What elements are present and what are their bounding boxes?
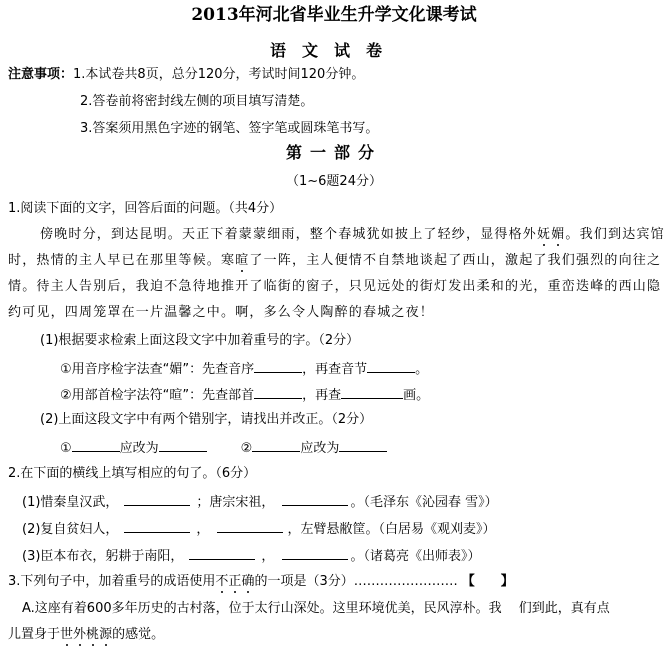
answer-blank[interactable] <box>217 519 283 533</box>
exam-subtitle: 语文试卷 <box>269 41 398 60</box>
emphasis-char: 媚 <box>551 227 566 242</box>
passage-line-2: 时，热情的主人早已在那里等候。寒暄了一阵，主人便情不自禁地谈起了西山，激起了我们强烈的向往之 <box>8 253 662 268</box>
answer-blank[interactable] <box>254 359 302 373</box>
answer-blank[interactable] <box>189 546 255 560</box>
question-2-stem: 2.在下面的横线上填写相应的句了。（6分） <box>8 466 257 481</box>
answer-blank[interactable] <box>254 385 302 399</box>
emphasis-char: 妩 <box>537 227 552 242</box>
answer-blank[interactable] <box>72 438 120 452</box>
emphasis-text: 不正确 <box>215 574 255 589</box>
passage-line-1: 傍晚时分，到达昆明。天正下着蒙蒙细雨，整个春城犹如披上了轻纱，显得格外妩媚。我们到达宾馆 <box>40 227 665 242</box>
question-3-stem: 3.下列句子中，加着重号的成语使用不正确的一项是（3分）…………………… 【 】 <box>8 574 514 589</box>
q1-sub1-stem: (1)根据要求检索上面这段文字中加着重号的字。（2分） <box>40 333 360 348</box>
question-1-stem: 1.阅读下面的文字，回答后面的问题。（共4分） <box>8 201 283 216</box>
passage-line-3: 情。待主人告别后，我迫不急待地推开了临街的窗子，只见远处的街灯发出柔和的光，重峦迭峰的西山隐 <box>8 279 662 294</box>
q1-sub2-answers: ① 应改为 ② 应改为 <box>60 438 387 458</box>
part-title: 第一部分 <box>285 143 382 162</box>
q1-sub2-stem: (2)上面这段文字中有两个错别字，请找出并改正。（2分） <box>40 412 373 427</box>
part-range: （1~6题24分） <box>286 174 382 189</box>
answer-blank[interactable] <box>341 385 403 399</box>
q3-option-a-line-2: 儿置身于世外桃源的感觉。 <box>8 627 165 642</box>
emphasis-text: 世外桃源 <box>60 627 113 642</box>
answer-blank[interactable] <box>124 519 190 533</box>
notice-label: 注意事项： <box>8 67 74 82</box>
answer-blank[interactable] <box>282 492 348 506</box>
passage-line-4: 约可见，四周笼罩在一片温馨之中。啊，多么令人陶醉的春城之夜！ <box>8 305 435 320</box>
q2-item-3: (3)臣本布衣，躬耕于南阳， ， 。（诸葛亮《出师表》） <box>22 546 480 566</box>
q1-sub1-b: ②用部首检字法符“暄”：先查部首 ，再查 画。 <box>60 385 429 405</box>
answer-blank[interactable] <box>124 492 190 506</box>
q3-option-a-line-1: A.这座有着600多年历史的古村落，位于太行山深处。这里环境优美，民风淳朴。我 们到此，真有点 <box>22 601 610 616</box>
answer-blank[interactable] <box>252 438 300 452</box>
answer-blank[interactable] <box>282 546 348 560</box>
notice-item-1: 注意事项：1.本试卷共8页，总分120分，考试时间120分钟。 <box>8 67 365 82</box>
q2-item-2: (2)复自贫妇人， ， ，左臂悬敝筐。（白居易《观刈麦》） <box>22 519 495 539</box>
answer-blank[interactable] <box>159 438 207 452</box>
exam-title: 2013年河北省毕业生升学文化课考试 <box>191 5 477 25</box>
notice-item-2: 2.答卷前将密封线左侧的项目填写清楚。 <box>80 94 314 109</box>
q2-item-1: (1)惜秦皇汉武， ；唐宗宋祖， 。（毛泽东《沁园春 雪》） <box>22 492 498 512</box>
answer-blank[interactable] <box>367 359 415 373</box>
notice-item-3: 3.答案须用黑色字迹的钢笔、签字笔或圆珠笔书写。 <box>80 121 379 136</box>
emphasis-char: 暄 <box>235 253 250 268</box>
answer-blank[interactable] <box>339 438 387 452</box>
q1-sub1-a: ①用音序检字法查“媚”：先查音序 ，再查音节 。 <box>60 359 428 379</box>
answer-bracket[interactable]: 【 】 <box>461 574 514 589</box>
